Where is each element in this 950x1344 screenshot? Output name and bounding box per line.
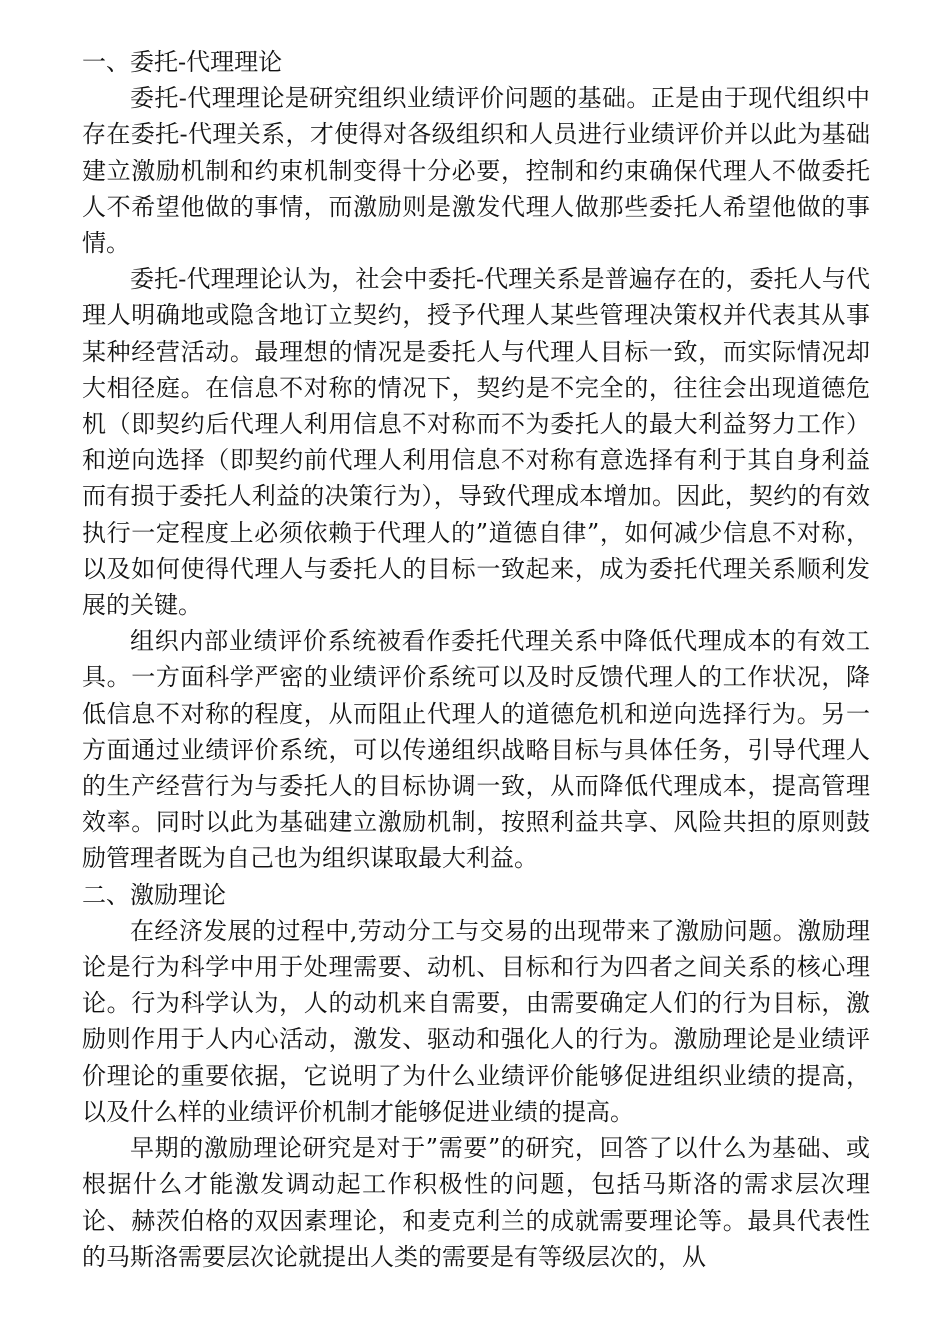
paragraph: 委托-代理理论认为，社会中委托-代理关系是普遍存在的，委托人与代理人明确地或隐含地订立契约，授予代理人某些管理决策权并代表其从事某种经营活动。最理想的情况是委托人与代理人目标一致，而实际情况却大相径庭。在信息不对称的情况下，契约是不完全的，往往会出现道德危机（即契约后代理人利用信息不对称而不为委托人的最大利益努力工作）和逆向选择（即契约前代理人利用信息不对称有意选择有利于其自身利益而有损于委托人利益的决策行为），导致代理成本增加。因此，契约的有效执行一定程度上必须依赖于代理人的”道德自律”，如何减少信息不对称，以及如何使得代理人与委托人的目标一致起来，成为委托代理关系顺利发展的关键。 xyxy=(82,265,870,620)
document-page xyxy=(82,44,870,1275)
section-heading-incentive: 二、激励理论 xyxy=(82,880,226,909)
paragraph: 委托-代理理论是研究组织业绩评价问题的基础。正是由于现代组织中存在委托-代理关系，才使得对各级组织和人员进行业绩评价并以此为基础建立激励机制和约束机制变得十分必要，控制和约束确保代理人不做委托人不希望他做的事情，而激励则是激发代理人做那些委托人希望他做的事情。 xyxy=(82,84,870,258)
section-heading-principal-agent: 一、委托-代理理论 xyxy=(82,48,283,76)
paragraph: 早期的激励理论研究是对于”需要”的研究，回答了以什么为基础、或根据什么才能激发调动起工作积极性的问题，包括马斯洛的需求层次理论、赫茨伯格的双因素理论，和麦克利兰的成就需要理论等。最具代表性的马斯洛需要层次论就提出人类的需要是有等级层次的，从 xyxy=(82,1134,870,1271)
paragraph: 组织内部业绩评价系统被看作委托代理关系中降低代理成本的有效工具。一方面科学严密的业绩评价系统可以及时反馈代理人的工作状况，降低信息不对称的程度，从而阻止代理人的道德危机和逆向选择行为。另一方面通过业绩评价系统，可以传递组织战略目标与具体任务，引导代理人的生产经营行为与委托人的目标协调一致，从而降低代理成本，提高管理效率。同时以此为基础建立激励机制，按照利益共享、风险共担的原则鼓励管理者既为自己也为组织谋取最大利益。 xyxy=(82,627,870,873)
paragraph: 在经济发展的过程中,劳动分工与交易的出现带来了激励问题。激励理论是行为科学中用于处理需要、动机、目标和行为四者之间关系的核心理论。行为科学认为，人的动机来自需要，由需要确定人们的行为目标，激励则作用于人内心活动，激发、驱动和强化人的行为。激励理论是业绩评价理论的重要依据，它说明了为什么业绩评价能够促进组织业绩的提高，以及什么样的业绩评价机制才能够促进业绩的提高。 xyxy=(82,916,870,1126)
